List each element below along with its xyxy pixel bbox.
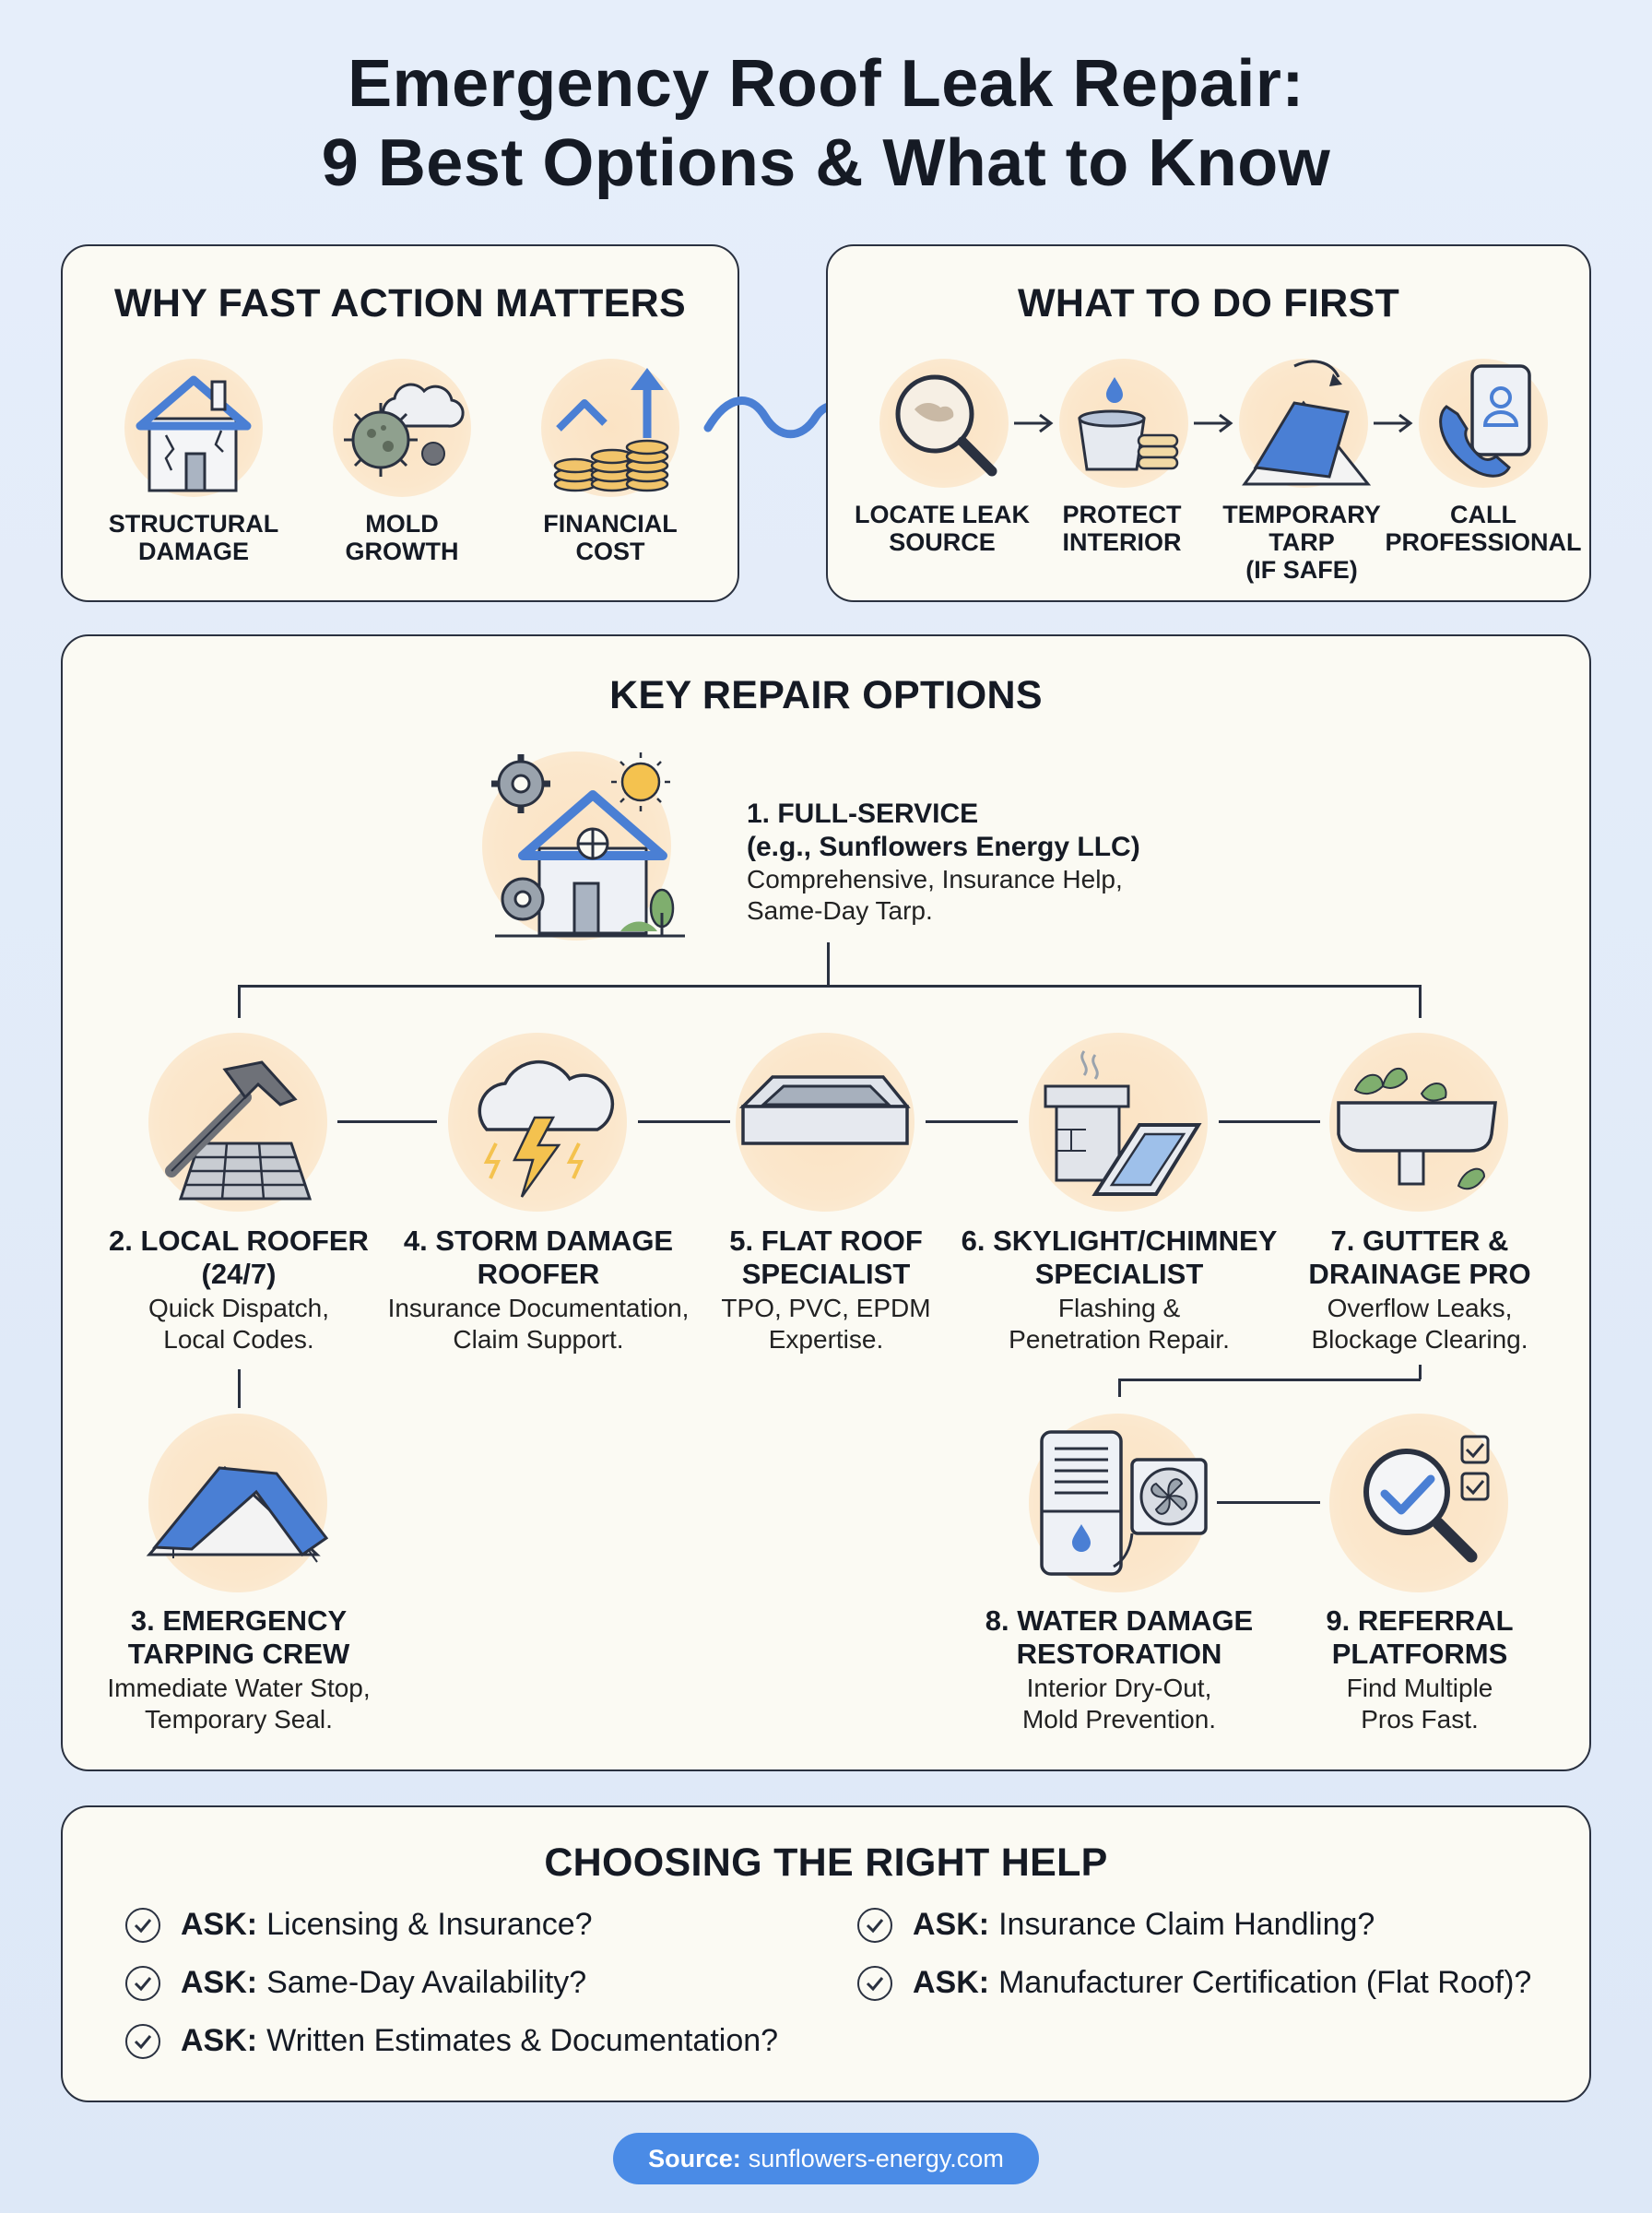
arrow-right-icon xyxy=(1012,412,1055,434)
option-6-title: 6. SKYLIGHT/CHIMNEY SPECIALIST xyxy=(961,1225,1278,1290)
connector-line xyxy=(337,1120,437,1123)
why-heading: WHY FAST ACTION MATTERS xyxy=(113,281,687,325)
connector-line xyxy=(1118,1379,1121,1397)
first-label-call: CALL PROFESSIONAL xyxy=(1385,501,1582,556)
arrow-right-icon xyxy=(1192,412,1234,434)
option-1-text xyxy=(747,798,1140,927)
first-label-protect: PROTECT INTERIOR xyxy=(1062,501,1182,556)
choosing-heading: CHOOSING THE RIGHT HELP xyxy=(544,1840,1108,1885)
bucket-towels-icon xyxy=(1059,359,1188,488)
source-pill[interactable] xyxy=(613,2133,1039,2184)
why-label-financial: FINANCIAL COST xyxy=(543,510,678,565)
check-circle-icon xyxy=(857,1966,892,2001)
arrow-right-icon xyxy=(1372,412,1414,434)
check-circle-icon xyxy=(125,1966,160,2001)
option-2-desc: Quick Dispatch, Local Codes. xyxy=(148,1294,330,1354)
gutter-leaves-icon xyxy=(1329,1042,1514,1208)
ask-item: ASK: Manufacturer Certification (Flat Roof)? xyxy=(857,1965,1531,2001)
ask-item: ASK: Written Estimates & Documentation? xyxy=(125,2023,778,2059)
first-label-tarp: TEMPORARY TARP (IF SAFE) xyxy=(1222,501,1381,584)
option-3-desc: Immediate Water Stop, Temporary Seal. xyxy=(107,1674,371,1734)
option-5-title: 5. FLAT ROOF SPECIALIST xyxy=(729,1225,923,1290)
option-9-title: 9. REFERRAL PLATFORMS xyxy=(1326,1604,1514,1670)
skylight-chimney-icon xyxy=(1031,1042,1210,1208)
option-3-title: 3. EMERGENCY TARPING CREW xyxy=(127,1604,350,1670)
check-circle-icon xyxy=(125,2024,160,2059)
option-6-desc: Flashing & Penetration Repair. xyxy=(1009,1294,1230,1354)
connector-line xyxy=(827,942,830,987)
options-heading: KEY REPAIR OPTIONS xyxy=(609,673,1043,717)
option-1-subtitle: (e.g., Sunflowers Energy LLC) xyxy=(747,832,1140,862)
hammer-shingles-icon xyxy=(144,1042,328,1208)
dehumidifier-fan-icon xyxy=(1031,1423,1215,1589)
connector-line xyxy=(238,985,241,1018)
option-5-desc: TPO, PVC, EPDM Expertise. xyxy=(721,1294,931,1354)
flat-roof-icon xyxy=(726,1051,924,1199)
option-1-desc-1: Comprehensive, Insurance Help, xyxy=(747,865,1123,893)
connector-line xyxy=(1219,1120,1320,1123)
source-link[interactable]: sunflowers-energy.com xyxy=(748,2144,1004,2172)
page-title xyxy=(0,44,1652,203)
connector-line xyxy=(1419,985,1422,1018)
option-7-desc: Overflow Leaks, Blockage Clearing. xyxy=(1311,1294,1528,1354)
title-line-1: Emergency Roof Leak Repair: xyxy=(348,47,1304,121)
title-line-2: 9 Best Options & What to Know xyxy=(321,126,1331,200)
first-label-locate: LOCATE LEAK SOURCE xyxy=(855,501,1030,556)
check-circle-icon xyxy=(125,1908,160,1943)
storm-cloud-icon xyxy=(450,1042,625,1208)
what-to-do-first-panel xyxy=(826,244,1591,602)
connector-line xyxy=(638,1120,730,1123)
option-1-title: 1. FULL-SERVICE xyxy=(747,799,979,829)
source-label: Source: xyxy=(648,2144,741,2172)
phone-icon xyxy=(1419,359,1548,488)
why-label-structural: STRUCTURAL DAMAGE xyxy=(108,510,279,565)
connector-line xyxy=(1419,1365,1422,1379)
magnifier-icon xyxy=(879,359,1009,488)
cracked-house-icon xyxy=(120,361,267,500)
connector-line xyxy=(1217,1501,1320,1504)
check-circle-icon xyxy=(857,1908,892,1943)
option-4-title: 4. STORM DAMAGE ROOFER xyxy=(403,1225,674,1290)
ask-item: ASK: Same-Day Availability? xyxy=(125,1965,586,2001)
option-1-desc-2: Same-Day Tarp. xyxy=(747,896,933,925)
connector-line xyxy=(238,1369,241,1408)
option-8-desc: Interior Dry-Out, Mold Prevention. xyxy=(1021,1674,1217,1734)
house-gears-sun-icon xyxy=(482,747,694,950)
key-repair-options-panel xyxy=(61,634,1591,1771)
connector-line xyxy=(1118,1379,1421,1381)
tarp-icon xyxy=(1239,348,1377,495)
checklist-magnifier-icon xyxy=(1333,1418,1512,1588)
choosing-help-panel xyxy=(61,1805,1591,2102)
emergency-tarp-icon xyxy=(136,1437,339,1575)
coins-arrow-up-icon xyxy=(538,355,686,503)
first-heading: WHAT TO DO FIRST xyxy=(1017,281,1400,325)
option-8-title: 8. WATER DAMAGE RESTORATION xyxy=(985,1604,1254,1670)
option-4-desc: Insurance Documentation, Claim Support. xyxy=(387,1294,690,1354)
mold-spore-icon xyxy=(330,361,478,500)
why-label-mold: MOLD GROWTH xyxy=(345,510,459,565)
connector-line xyxy=(238,985,1421,988)
connector-line xyxy=(926,1120,1018,1123)
why-fast-action-panel xyxy=(61,244,739,602)
option-7-title: 7. GUTTER & DRAINAGE PRO xyxy=(1308,1225,1531,1290)
ask-item: ASK: Licensing & Insurance? xyxy=(125,1907,593,1943)
option-9-desc: Find Multiple Pros Fast. xyxy=(1346,1674,1493,1734)
option-2-title: 2. LOCAL ROOFER (24/7) xyxy=(109,1225,369,1290)
ask-item: ASK: Insurance Claim Handling? xyxy=(857,1907,1375,1943)
